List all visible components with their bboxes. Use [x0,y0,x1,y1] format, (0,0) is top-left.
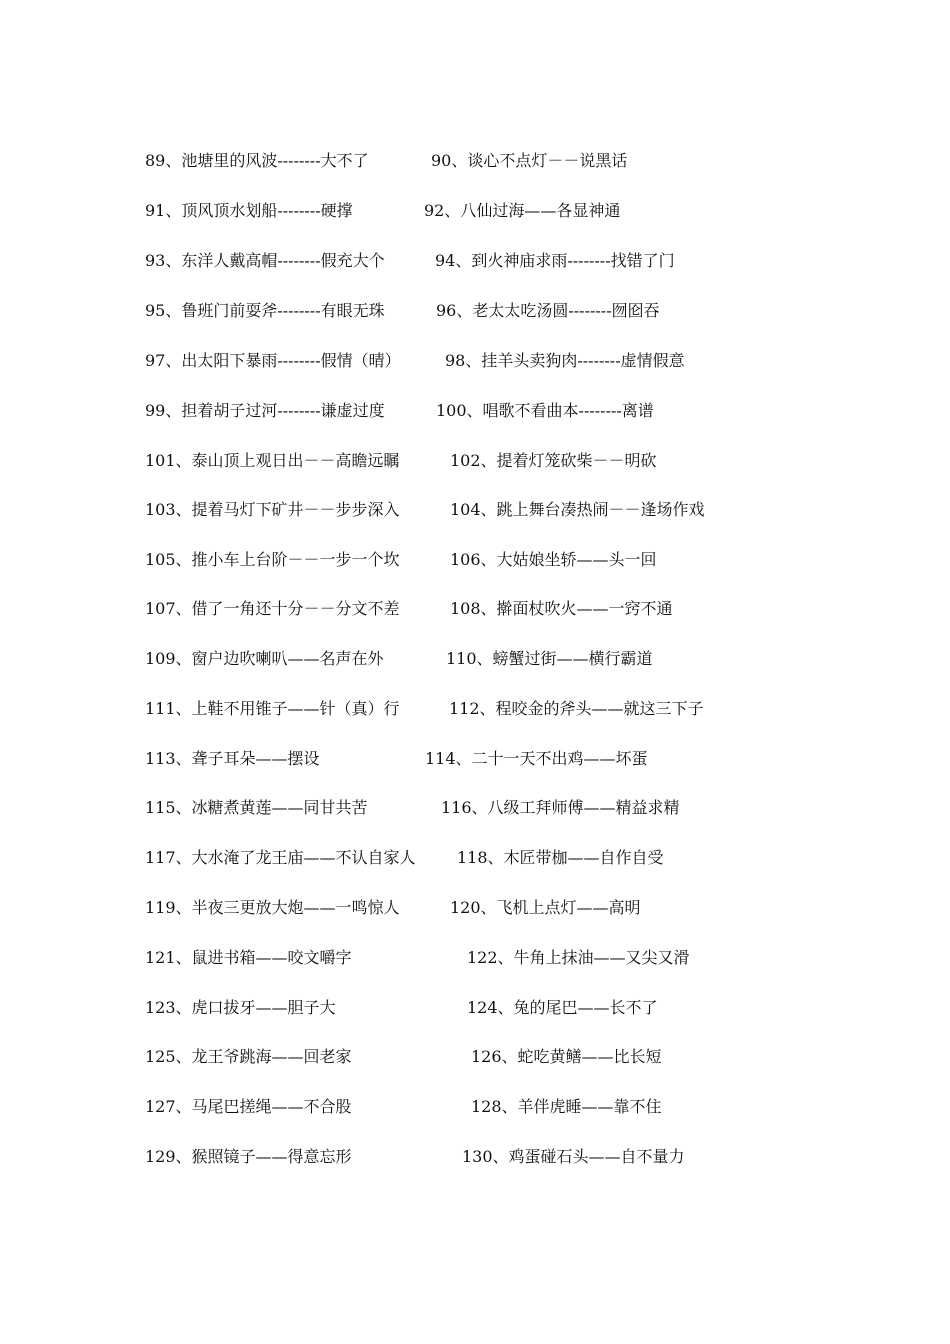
xiehouyu-left: 119、半夜三更放大炮——一鸣惊人 [145,898,400,917]
xiehouyu-right: 94、到火神庙求雨--------找错了门 [435,251,675,270]
xiehouyu-row [145,744,845,774]
xiehouyu-left: 89、池塘里的风波--------大不了 [145,151,369,170]
xiehouyu-left: 95、鲁班门前耍斧--------有眼无珠 [145,301,385,320]
xiehouyu-left: 107、借了一角还十分－－分文不差 [145,599,400,618]
xiehouyu-row [145,843,845,873]
xiehouyu-left: 127、马尾巴搓绳——不合股 [145,1097,352,1116]
xiehouyu-row [145,644,845,674]
xiehouyu-row [145,296,845,326]
xiehouyu-right: 102、提着灯笼砍柴－－明砍 [450,451,657,470]
xiehouyu-left: 125、龙王爷跳海——回老家 [145,1047,352,1066]
xiehouyu-left: 115、冰糖煮黄莲——同甘共苦 [145,798,368,817]
xiehouyu-right: 96、老太太吃汤圆--------囫囵吞 [436,301,660,320]
xiehouyu-right: 114、二十一天不出鸡——坏蛋 [425,749,648,768]
xiehouyu-right: 106、大姑娘坐轿——头一回 [450,550,657,569]
xiehouyu-right: 110、螃蟹过街——横行霸道 [446,649,653,668]
xiehouyu-left: 129、猴照镜子——得意忘形 [145,1147,352,1166]
xiehouyu-left: 111、上鞋不用锥子——针（真）行 [145,699,400,718]
xiehouyu-right: 98、挂羊头卖狗肉--------虚情假意 [445,351,685,370]
xiehouyu-row [145,943,845,973]
xiehouyu-left: 93、东洋人戴高帽--------假充大个 [145,251,385,270]
xiehouyu-right: 90、谈心不点灯－－说黑话 [431,151,628,170]
xiehouyu-row [145,545,845,575]
xiehouyu-row [145,594,845,624]
xiehouyu-right: 126、蛇吃黄鳝——比长短 [471,1047,662,1066]
xiehouyu-row [145,793,845,823]
xiehouyu-right: 100、唱歌不看曲本--------离谱 [436,401,654,420]
xiehouyu-left: 113、聋子耳朵——摆设 [145,749,320,768]
xiehouyu-row [145,993,845,1023]
xiehouyu-row [145,1092,845,1122]
xiehouyu-right: 128、羊伴虎睡——靠不住 [471,1097,662,1116]
xiehouyu-row [145,346,845,376]
xiehouyu-left: 121、鼠进书箱——咬文嚼字 [145,948,352,967]
xiehouyu-left: 123、虎口拔牙——胆子大 [145,998,336,1017]
xiehouyu-right: 122、牛角上抹油——又尖又滑 [467,948,690,967]
xiehouyu-left: 101、泰山顶上观日出－－高瞻远瞩 [145,451,400,470]
xiehouyu-row [145,446,845,476]
xiehouyu-left: 97、出太阳下暴雨--------假情（晴） [145,351,401,370]
xiehouyu-right: 120、飞机上点灯——高明 [450,898,641,917]
xiehouyu-row [145,146,845,176]
xiehouyu-row [145,1042,845,1072]
xiehouyu-row [145,246,845,276]
xiehouyu-right: 108、擀面杖吹火——一窍不通 [450,599,673,618]
xiehouyu-row [145,1142,845,1172]
xiehouyu-right: 130、鸡蛋碰石头——自不量力 [462,1147,685,1166]
xiehouyu-left: 99、担着胡子过河--------谦虚过度 [145,401,385,420]
xiehouyu-row [145,694,845,724]
xiehouyu-right: 92、八仙过海——各显神通 [424,201,621,220]
xiehouyu-row [145,196,845,226]
xiehouyu-right: 112、程咬金的斧头——就这三下子 [449,699,704,718]
xiehouyu-left: 103、提着马灯下矿井－－步步深入 [145,500,400,519]
xiehouyu-left: 117、大水淹了龙王庙——不认自家人 [145,848,416,867]
xiehouyu-row [145,495,845,525]
xiehouyu-right: 116、八级工拜师傅——精益求精 [441,798,680,817]
xiehouyu-right: 118、木匠带枷——自作自受 [457,848,664,867]
xiehouyu-row [145,396,845,426]
xiehouyu-row [145,893,845,923]
xiehouyu-left: 91、顶风顶水划船--------硬撑 [145,201,353,220]
xiehouyu-left: 109、窗户边吹喇叭——名声在外 [145,649,384,668]
xiehouyu-right: 124、兔的尾巴——长不了 [467,998,658,1017]
xiehouyu-right: 104、跳上舞台凑热闹－－逢场作戏 [450,500,705,519]
xiehouyu-left: 105、推小车上台阶－－一步一个坎 [145,550,400,569]
